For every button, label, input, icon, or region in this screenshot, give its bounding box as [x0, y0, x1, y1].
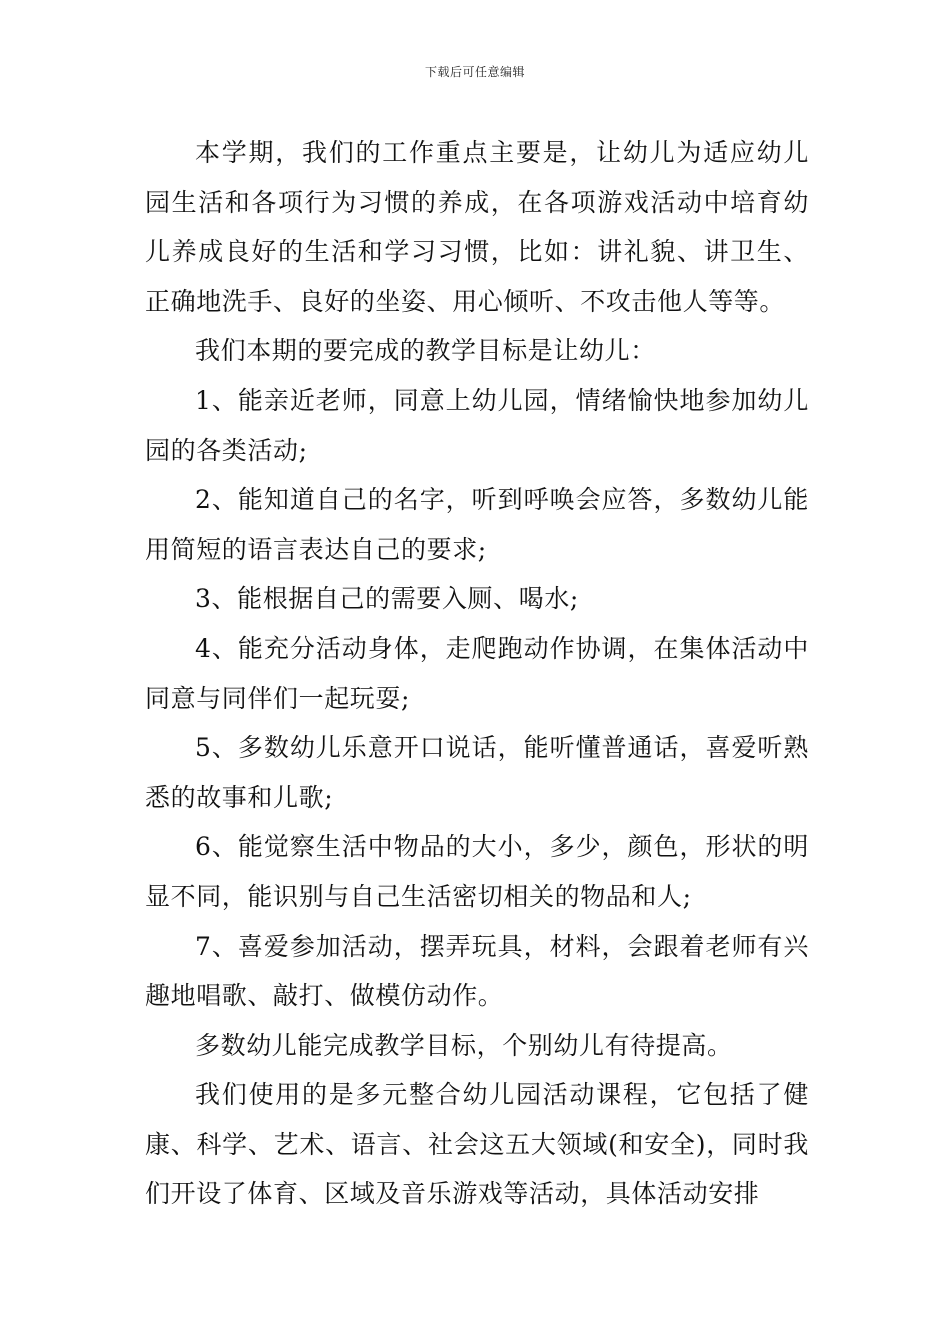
- paragraph-goals-intro: 我们本期的要完成的教学目标是让幼儿：: [195, 336, 656, 366]
- paragraph-goal-5: 5、多数幼儿乐意开口说话，能听懂普通话，喜爱听熟悉的故事和儿歌;: [145, 733, 809, 812]
- paragraph-goal-1: 1、能亲近老师，同意上幼儿园，情绪愉快地参加幼儿园的各类活动;: [145, 385, 809, 465]
- paragraph-work-focus: 本学期，我们的工作重点主要是，让幼儿为适应幼儿园生活和各项行为习惯的养成，在各项游戏活动中培育幼儿养成良好的生活和学习习惯，比如：讲礼貌、讲卫生、正确地洗手、良好的坐姿、用心倾听、不攻击他人等等。: [145, 138, 809, 316]
- document-body: [145, 128, 809, 1219]
- paragraph-goal-2: 2、能知道自己的名字，听到呼唤会应答，多数幼儿能用简短的语言表达自己的要求;: [145, 485, 809, 564]
- paragraph-summary: 多数幼儿能完成教学目标，个别幼儿有待提高。: [195, 1030, 733, 1060]
- paragraph-goal-6: 6、能觉察生活中物品的大小，多少，颜色，形状的明显不同，能识别与自己生活密切相关的物品和人;: [145, 832, 809, 911]
- paragraph-goal-3: 3、能根据自己的需要入厕、喝水;: [195, 584, 579, 614]
- paragraph-goal-4: 4、能充分活动身体，走爬跑动作协调，在集体活动中同意与同伴们一起玩耍;: [145, 633, 809, 713]
- paragraph-goal-7: 7、喜爱参加活动，摆弄玩具，材料，会跟着老师有兴趣地唱歌、敲打、做模仿动作。: [145, 931, 809, 1011]
- paragraph-curriculum: 我们使用的是多元整合幼儿园活动课程，它包括了健康、科学、艺术、语言、社会这五大领域(和安全)，同时我们开设了体育、区域及音乐游戏等活动，具体活动安排: [145, 1080, 809, 1209]
- page-header: 下载后可任意编辑: [424, 65, 525, 79]
